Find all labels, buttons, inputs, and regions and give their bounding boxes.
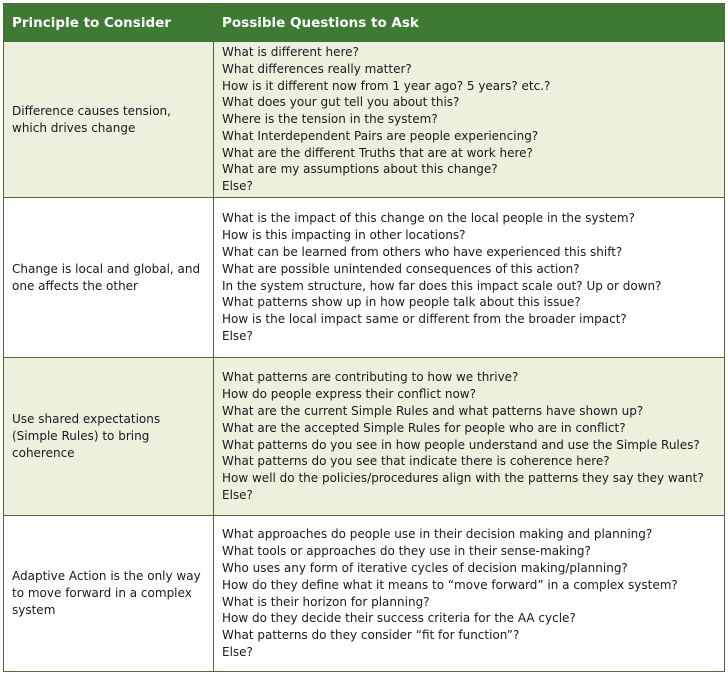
table-row bbox=[4, 198, 725, 358]
table-body bbox=[4, 42, 725, 672]
question-item: What does your gut tell you about this? bbox=[222, 95, 460, 110]
question-item: Who uses any form of iterative cycles of decision making/planning? bbox=[222, 560, 628, 575]
principle-cell: Adaptive Action is the only way to move forward in a complex system bbox=[4, 516, 214, 672]
header-row bbox=[4, 4, 725, 42]
question-item: How do they define what it means to “move forward” in a complex system? bbox=[222, 577, 678, 592]
question-item: Else? bbox=[222, 179, 253, 194]
question-item: How do they decide their success criteria for the AA cycle? bbox=[222, 611, 576, 626]
question-item: How is it different now from 1 year ago? 5 years? etc.? bbox=[222, 78, 551, 93]
question-item: Else? bbox=[222, 328, 253, 343]
question-item: What differences really matter? bbox=[222, 61, 412, 76]
principle-cell: Difference causes tension, which drives change bbox=[4, 42, 214, 198]
questions-cell bbox=[214, 42, 725, 198]
question-item: What patterns do you see in how people understand and use the Simple Rules? bbox=[222, 437, 700, 452]
questions-header: Possible Questions to Ask bbox=[214, 4, 725, 42]
table-row bbox=[4, 42, 725, 198]
question-item: How do people express their conflict now? bbox=[222, 387, 476, 402]
question-item: What are the different Truths that are at work here? bbox=[222, 145, 533, 160]
question-item: What patterns do they consider “fit for function”? bbox=[222, 628, 520, 643]
question-item: Else? bbox=[222, 644, 253, 659]
question-item: How well do the policies/procedures align with the patterns they say they want? bbox=[222, 471, 704, 486]
principle-cell: Use shared expectations (Simple Rules) to bring coherence bbox=[4, 358, 214, 516]
question-item: What patterns are contributing to how we thrive? bbox=[222, 370, 519, 385]
question-item: Else? bbox=[222, 487, 253, 502]
question-item: What approaches do people use in their decision making and planning? bbox=[222, 527, 653, 542]
question-item: What patterns do you see that indicate there is coherence here? bbox=[222, 454, 610, 469]
question-item: What are possible unintended consequences of this action? bbox=[222, 261, 580, 276]
question-item: What can be learned from others who have experienced this shift? bbox=[222, 244, 623, 259]
question-item: What is different here? bbox=[222, 44, 359, 59]
table-row bbox=[4, 516, 725, 672]
questions-cell bbox=[214, 358, 725, 516]
question-item: What are the accepted Simple Rules for people who are in conflict? bbox=[222, 420, 626, 435]
question-item: What is the impact of this change on the local people in the system? bbox=[222, 211, 635, 226]
question-item: What are the current Simple Rules and what patterns have shown up? bbox=[222, 403, 644, 418]
question-item: In the system structure, how far does this impact scale out? Up or down? bbox=[222, 278, 662, 293]
principle-cell: Change is local and global, and one affects the other bbox=[4, 198, 214, 358]
principles-table bbox=[3, 3, 725, 672]
question-item: What Interdependent Pairs are people experiencing? bbox=[222, 128, 539, 143]
question-item: What is their horizon for planning? bbox=[222, 594, 430, 609]
table-row bbox=[4, 358, 725, 516]
question-item: What patterns show up in how people talk about this issue? bbox=[222, 295, 581, 310]
question-item: What tools or approaches do they use in their sense-making? bbox=[222, 544, 591, 559]
question-item: How is this impacting in other locations? bbox=[222, 228, 466, 243]
question-item: How is the local impact same or different from the broader impact? bbox=[222, 312, 627, 327]
question-item: What are my assumptions about this change? bbox=[222, 162, 498, 177]
questions-cell bbox=[214, 516, 725, 672]
principle-header: Principle to Consider bbox=[4, 4, 214, 42]
questions-cell bbox=[214, 198, 725, 358]
question-item: Where is the tension in the system? bbox=[222, 112, 438, 127]
